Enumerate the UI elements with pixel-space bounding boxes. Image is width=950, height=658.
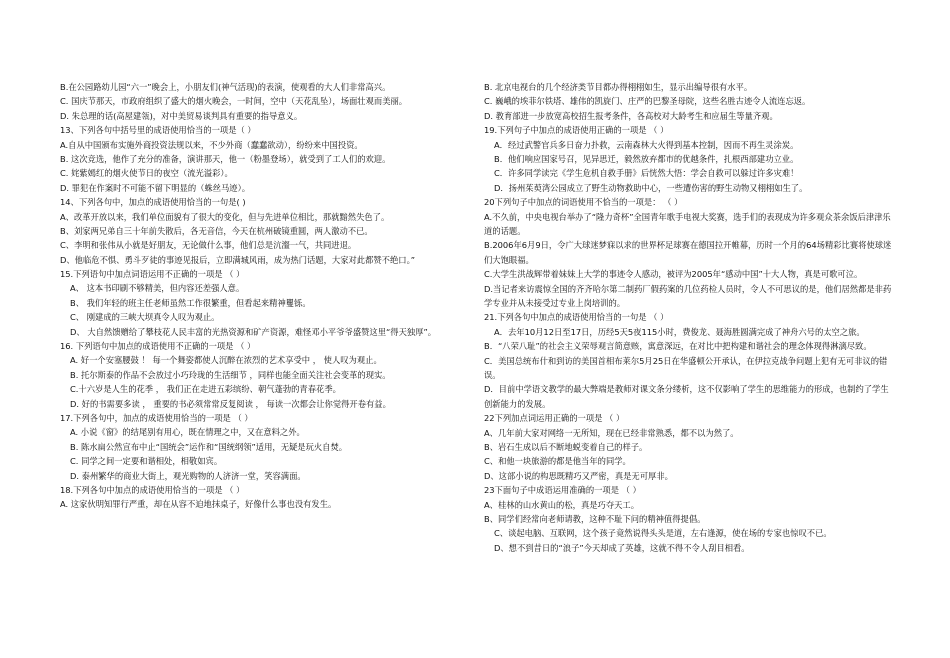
question-stem: 20下列句子中加点的词语使用不恰当的一项是： （ ） [484,197,683,208]
text-line: C、谈起电脑、互联网，这个孩子竟然说得头头是道，左右逢源，使在场的专家也惊叹不已。 [494,528,832,539]
question-stem: 15.下列语句中加点词语运用不正确的一项是 （ ） [60,269,245,280]
text-line: B、岩石生成以后不断地蜕变着自己的样子。 [484,441,648,452]
left-column [60,80,465,512]
text-line: D. 好的书需要多读 ， 重要的书必须常常反复阅读 ， 每读一次都会让你觉得开卷有益。 [70,398,391,409]
text-line: B、 我们年轻的班主任老师虽然工作很繁重，但看起来精神矍铄。 [70,297,311,308]
text-line: D、他临危不惧、勇斗歹徒的事迹见报后，立即满城风雨，成为热门话题，大家对此都赞不绝口。” [60,254,416,265]
text-line: B、同学们经常向老师请教，这种不耻下问的精神值得提倡。 [484,513,706,524]
text-line: C.十六岁是人生的花季 ， 我们正在走进五彩缤纷、朝气蓬勃的青春花季。 [70,384,341,395]
text-line: C. 同学之间一定要和谐相处，相敬如宾。 [70,456,223,467]
text-line: A.自从中国颁布实施外商投资法规以来，不少外商（蠢蠢欲动），纷纷来中国投资。 [60,139,363,150]
text-line: C.大学生洪战辉带着妹妹上大学的事迹令人感动，被评为2005年“感动中国”十大人物，真是可歌可泣。 [484,269,863,280]
text-line: A、桂林的山水黄山的松，真是巧夺天工。 [484,499,640,510]
text-line: B、刘家两兄弟自三十年前失散后，各无音信，今天在杭州破镜重圆，两人激动不已。 [60,225,373,236]
text-line: A．经过武警官兵多日奋力扑救，云南森林大火得到基本控制，因而不再生灵涂炭。 [494,139,799,150]
text-line: A．去年10月12日至17日，历经5天5夜115小时，费俊龙、聂海胜圆满完成了神舟六号的太空之旅。 [494,326,865,337]
text-line: B.在公园路幼儿园“六一”晚会上，小朋友们(神气活现)的表演，使观看的大人们非常高兴。 [60,82,391,92]
text-line: D．目前中学语文教学的最大弊端是教师对课文条分缕析，这不仅影响了学生的思维能力的形成，也制约了学生创新能力的发展。 [484,384,889,409]
question-stem: 18.下列各句中加点的成语使用恰当的一项是 （ ） [60,484,245,495]
text-line: D. 泰州繁华的商业大街上，观光购物的人济济一堂，笑容满面。 [70,470,306,481]
text-line: C. 巍峨的埃菲尔铁塔、雄伟的凯旋门、庄严的巴黎圣母院，这些名胜古迹令人流连忘返。 [484,96,811,107]
text-line: D. 教育部进一步放宽高校招生报考条件，各高校对大龄考生和应届生等量齐观。 [484,110,778,121]
text-line: D. 罪犯在作案时不可能不留下明显的（蛛丝马迹）。 [60,182,251,193]
text-line: A、几年前大家对网络一无所知，现在已经非常熟悉，都不以为然了。 [484,427,739,438]
question-stem: 16. 下列语句中加点的成语使用不正确的一项是 （ ） [60,341,256,352]
text-line: A. 好一个安塞腰鼓 ！ 每一个舞姿都使人沉醉在浓烈的艺术享受中 ， 使人叹为观止。 [70,355,382,366]
text-line: B. 陈水扁公然宣布中止“国统会”运作和“国统纲领”适用，无疑是玩火自焚。 [70,441,348,452]
question-stem: 14、下列各句中，加点的成语使用恰当的一句是( ) [60,197,246,208]
text-line: C．许多同学读完《学生危机自救手册》后恍然大悟：学会自救可以躲过许多灾难！ [494,168,799,179]
text-line: B. 这次竞选，他作了充分的准备，演讲那天，他一（粉墨登场），就受到了工人们的欢迎。 [60,153,391,164]
text-line: C. 姹紫嫣红的烟火使节日的夜空（流光溢彩）。 [60,168,233,179]
text-line: C、 刚建成的三峡大坝真令人叹为观止。 [70,312,220,323]
text-line: B. 托尔斯泰的作品不会放过小巧玲珑的生活细节 ，同样也能全面关注社会变革的现实。 [70,369,391,380]
text-line: A、 这本书印刷不够精美，但内容还差强人意。 [70,283,245,294]
text-line: B.2006年6月9日，令广大球迷梦寐以求的世界杯足球赛在德国拉开帷幕，历时一个月的64场精彩比赛将使球迷们大饱眼福。 [484,240,892,265]
text-line: D、想不到昔日的“浪子”今天却成了英雄，这就不得不令人刮目相看。 [494,542,750,553]
text-line: B. 北京电视台的几个经济类节目都办得栩栩如生，显示出编导很有水平。 [484,82,753,92]
text-line: D．扬州茱萸湾公园成立了野生动物救助中心，一些遭伤害的野生动物又栩栩如生了。 [494,182,808,193]
text-line: C、和他一块旅游的都是他当年的同学。 [484,456,631,467]
question-stem: 19.下列句子中加点的成语使用正确的一项是 （ ） [484,125,669,136]
text-line: B．他们响应国家号召，见异思迁，毅然放弃都市的优越条件，扎根西部建功立业。 [494,153,799,164]
text-line: C．美国总统布什和到访的美国首相布莱尔5月25日在华盛顿公开承认，在伊拉克战争问题上犯有无可非议的错误。 [484,355,888,380]
text-line: A.不久前，中央电视台举办了“隆力奇杯”全国青年歌手电视大奖赛，选手们的表现成为许多观众茶余饭后津津乐道的话题。 [484,211,891,236]
text-line: D. 朱总理的话(高屋建瓴)，对中美贸易谈判具有重要的指导意义。 [60,110,303,121]
text-line: D、 大自然馈赠给了攀枝花人民丰富的光热资源和矿产资源，难怪邓小平爷爷盛赞这里“得天独厚”。 [70,326,437,337]
text-line: D.当记者来访震惊全国的齐齐哈尔第二制药厂假药案的几位药检人员时，令人不可思议的是，他们居然都是非药学专业并从未接受过专业上岗培训的。 [484,283,892,308]
question-stem: 21.下列各句中加点的成语使用恰当的一句是 （ ） [484,312,669,323]
question-stem: 17.下列各句中，加点的成语使用恰当的一项是 （ ） [60,412,253,423]
text-line: A. 这家伙明知罪行严重，却在从容不迫地抹桌子，好像什么事也没有发生。 [60,499,337,510]
text-line: A. 小说《窗》的结尾别有用心，既在情理之中，又在意料之外。 [70,427,305,438]
right-column [484,80,894,555]
text-line: C. 国庆节那天，市政府组织了盛大的烟火晚会，一时间，空中（天花乱坠），场面壮观而美丽。 [60,96,408,107]
text-line: A、改革开放以来，我们单位面貌有了很大的变化，但与先进单位相比，那就黯然失色了。 [60,211,390,222]
question-stem: 13、下列各句中括号里的成语使用恰当的一项是（ ） [60,125,256,136]
question-stem: 23下面句子中成语运用准确的一项是 （ ） [484,485,641,496]
text-line: B．“八荣八耻”的社会主义荣辱观言简意赅，寓意深远，在对比中把构建和谐社会的理念体现得淋漓尽致。 [484,341,872,352]
text-line: C、李明和张伟从小就是好朋友，无论做什么事，他们总是沆瀣一气，共同进退。 [60,240,357,251]
question-stem: 22下列加点词运用正确的一项是 （ ） [484,413,625,424]
text-line: D、这部小说的构思既精巧又严密，真是无可厚非。 [484,470,673,481]
